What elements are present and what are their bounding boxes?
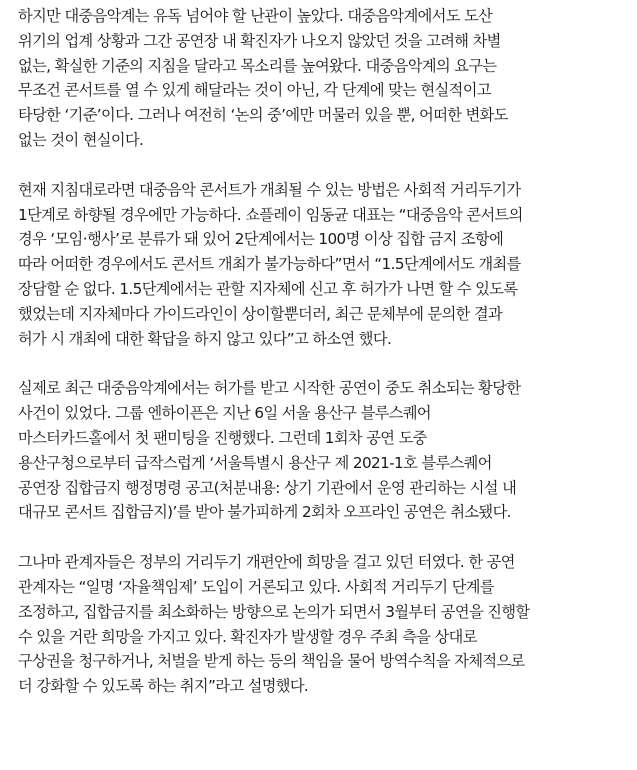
text-line: 그나마 관계자들은 정부의 거리두기 개편안에 희망을 걸고 있던 터였다. 한 공연 (18, 553, 515, 572)
text-line: 수 있을 거란 희망을 가지고 있다. 확진자가 발생할 경우 주최 측을 상대로 (18, 627, 477, 646)
text-line: 더 강화할 수 있도록 하는 취지”라고 설명했다. (18, 677, 309, 696)
text-line: 경우 ‘모임·행사’로 분류가 돼 있어 2단계에서는 100명 이상 집합 금지 조항에 (18, 230, 504, 249)
text-line: 타당한 ‘기준’이다. 그러나 여전히 ‘논의 중’에만 머물러 있을 뿐, 어떠한 변화도 (18, 106, 508, 125)
text-line: 마스터카드홀에서 첫 팬미팅을 진행했다. 그런데 1회차 공연 도중 (18, 428, 427, 447)
paragraph-1 (18, 4, 625, 153)
text-line: 허가 시 개최에 대한 확답을 하지 않고 있다”고 하소연 했다. (18, 329, 392, 348)
text-line: 공연장 집합금지 행정명령 공고(처분내용: 상기 기관에서 운영 관리하는 시설 내 (18, 478, 517, 497)
text-line: 위기의 업계 상황과 그간 공연장 내 확진자가 나오지 않았던 것을 고려해 차별 (18, 31, 501, 50)
text-line: 없는, 확실한 기준의 지침을 달라고 목소리를 높여왔다. 대중음악계의 요구는 (18, 56, 497, 75)
text-line: 1단계로 하향될 경우에만 가능하다. 쇼플레이 임동균 대표는 “대중음악 콘서트의 (18, 205, 523, 224)
text-line: 했었는데 지자체마다 가이드라인이 상이할뿐더러, 최근 문체부에 문의한 결과 (18, 304, 503, 323)
text-line: 용산구청으로부터 급작스럽게 ‘서울특별시 용산구 제 2021-1호 블루스퀘어 (18, 453, 492, 472)
text-line: 실제로 최근 대중음악계에서는 허가를 받고 시작한 공연이 중도 취소되는 황당한 (18, 379, 521, 398)
article-body (0, 4, 637, 724)
text-line: 따라 어떠한 경우에서도 콘서트 개최가 불가능하다”면서 “1.5단계에서도 개최를 (18, 255, 521, 274)
paragraph-3 (18, 376, 625, 525)
text-line: 조정하고, 집합금지를 최소화하는 방향으로 논의가 되면서 3월부터 공연을 진행할 (18, 602, 530, 621)
paragraph-4 (18, 550, 625, 699)
text-line: 하지만 대중음악계는 유독 넘어야 할 난관이 높았다. 대중음악계에서도 도산 (18, 7, 493, 25)
text-line: 사건이 있었다. 그룹 엔하이픈은 지난 6일 서울 용산구 블루스퀘어 (18, 404, 431, 423)
text-line: 현재 지침대로라면 대중음악 콘서트가 개최될 수 있는 방법은 사회적 거리두기가 (18, 180, 521, 199)
text-line: 대규모 콘서트 집합금지)’를 받아 불가피하게 2회차 오프라인 공연은 취소됐다. (18, 503, 511, 522)
text-line: 관계자는 “일명 ‘자율책임제’ 도입이 거론되고 있다. 사회적 거리두기 단계를 (18, 577, 494, 596)
text-line: 없는 것이 현실이다. (18, 130, 144, 149)
text-line: 구상권을 청구하거나, 처벌을 받게 하는 등의 책임을 물어 방역수칙을 자체적으로 (18, 652, 525, 671)
paragraph-2 (18, 178, 625, 352)
text-line: 장담할 순 없다. 1.5단계에서는 관할 지자체에 신고 후 허가가 나면 할 수 있도록 (18, 279, 518, 298)
text-line: 무조건 콘서트를 열 수 있게 해달라는 것이 아닌, 각 단계에 맞는 현실적이고 (18, 81, 491, 100)
